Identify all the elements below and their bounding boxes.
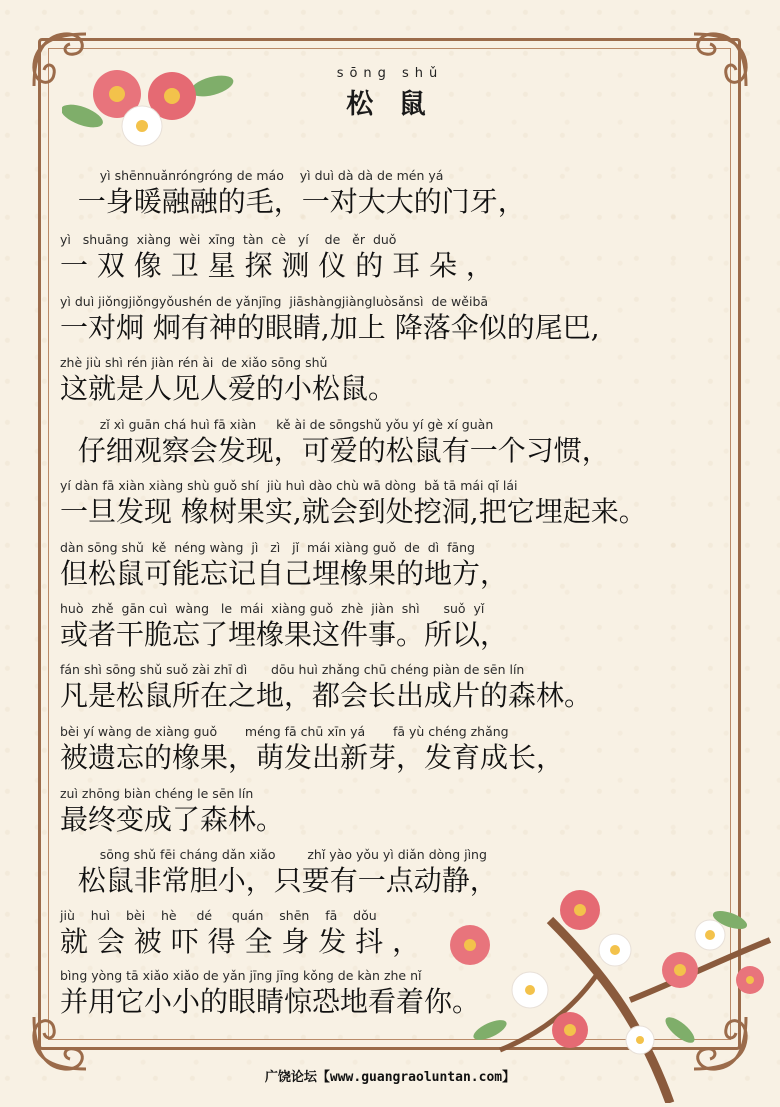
poem-line	[60, 540, 730, 592]
hanzi-row: 仔细观察会发现，可爱的松鼠有一个习惯，	[60, 434, 610, 467]
footer-credit	[0, 1066, 780, 1085]
poem-line	[60, 355, 730, 407]
pinyin-row: zuì zhōng biàn chéng le sēn lín	[60, 786, 254, 801]
poem-line	[60, 478, 730, 530]
pinyin-row: yí dàn fā xiàn xiàng shù guǒ shí jiù huì dào chù wā dòng bǎ tā mái qǐ lái	[60, 478, 518, 493]
poem-line	[60, 724, 730, 776]
hanzi-row: 一身暖融融的毛，一对大大的门牙，	[60, 185, 526, 218]
poem-line	[60, 786, 730, 838]
hanzi-row: 最终变成了森林。	[60, 803, 285, 836]
hanzi-row: 就 会 被 吓 得 全 身 发 抖 ，	[60, 925, 421, 958]
hanzi-row: 一 双 像 卫 星 探 测 仪 的 耳 朵 ，	[60, 249, 494, 282]
pinyin-row: sōng shǔ fēi cháng dǎn xiǎo zhǐ yào yǒu yì diǎn dòng jìng	[60, 847, 487, 862]
poem-line	[60, 232, 730, 284]
poem-line	[60, 662, 730, 714]
page-title: 松 鼠	[346, 89, 434, 120]
hanzi-row: 一旦发现 橡树果实,就会到处挖洞,把它埋起来。	[60, 495, 647, 528]
pinyin-row: yì duì jiǒngjiǒngyǒushén de yǎnjīng jiāshàngjiàngluòsǎnsì de wěibā	[60, 294, 489, 309]
hanzi-row: 一对炯 炯有神的眼睛,加上 降落伞似的尾巴,	[60, 311, 600, 344]
hanzi-row: 凡是松鼠所在之地，都会长出成片的森林。	[60, 679, 593, 712]
poem-line	[60, 168, 730, 220]
hanzi-row: 或者干脆忘了埋橡果这件事。所以，	[60, 618, 509, 651]
pinyin-row: jiù huì bèi hè dé quán shēn fā dǒu	[60, 908, 377, 923]
pinyin-row: yì shuāng xiàng wèi xīng tàn cè yí de ěr duǒ	[60, 232, 397, 247]
bracket-close: 】	[502, 1070, 516, 1085]
pinyin-row: fán shì sōng shǔ suǒ zài zhī dì dōu huì zhǎng chū chéng piàn de sēn lín	[60, 662, 525, 677]
forum-name: 广饶论坛【	[264, 1070, 330, 1085]
pinyin-row: dàn sōng shǔ kě néng wàng jì zì jǐ mái xiàng guǒ de dì fāng	[60, 540, 475, 555]
hanzi-row: 但松鼠可能忘记自己埋橡果的地方，	[60, 557, 509, 590]
hanzi-row: 被遗忘的橡果，萌发出新芽，发育成长，	[60, 741, 565, 774]
pinyin-row: bìng yòng tā xiǎo xiǎo de yǎn jīng jīng kǒng de kàn zhe nǐ	[60, 968, 422, 983]
poem-line	[60, 417, 730, 469]
pinyin-row: yì shēnnuǎnróngróng de máo yì duì dà dà de mén yá	[60, 168, 444, 183]
hanzi-row: 松鼠非常胆小，只要有一点动静，	[60, 864, 498, 897]
poem-line	[60, 294, 730, 346]
hanzi-row: 并用它小小的眼睛惊恐地看着你。	[60, 985, 481, 1018]
pinyin-row: zhè jiù shì rén jiàn rén ài de xiǎo sōng shǔ	[60, 355, 328, 370]
pinyin-row: bèi yí wàng de xiàng guǒ méng fā chū xīn yá fā yù chéng zhǎng	[60, 724, 509, 739]
poem-line	[60, 601, 730, 653]
pinyin-row: zǐ xì guān chá huì fā xiàn kě ài de sōngshǔ yǒu yí gè xí guàn	[60, 417, 494, 432]
hanzi-row: 这就是人见人爱的小松鼠。	[60, 372, 397, 405]
site-url-link[interactable]: www.guangraoluntan.com	[329, 1070, 503, 1085]
pinyin-row: huò zhě gān cuì wàng le mái xiàng guǒ zhè jiàn shì suǒ yǐ	[60, 601, 485, 616]
title-pinyin: sōng shǔ	[336, 66, 444, 81]
